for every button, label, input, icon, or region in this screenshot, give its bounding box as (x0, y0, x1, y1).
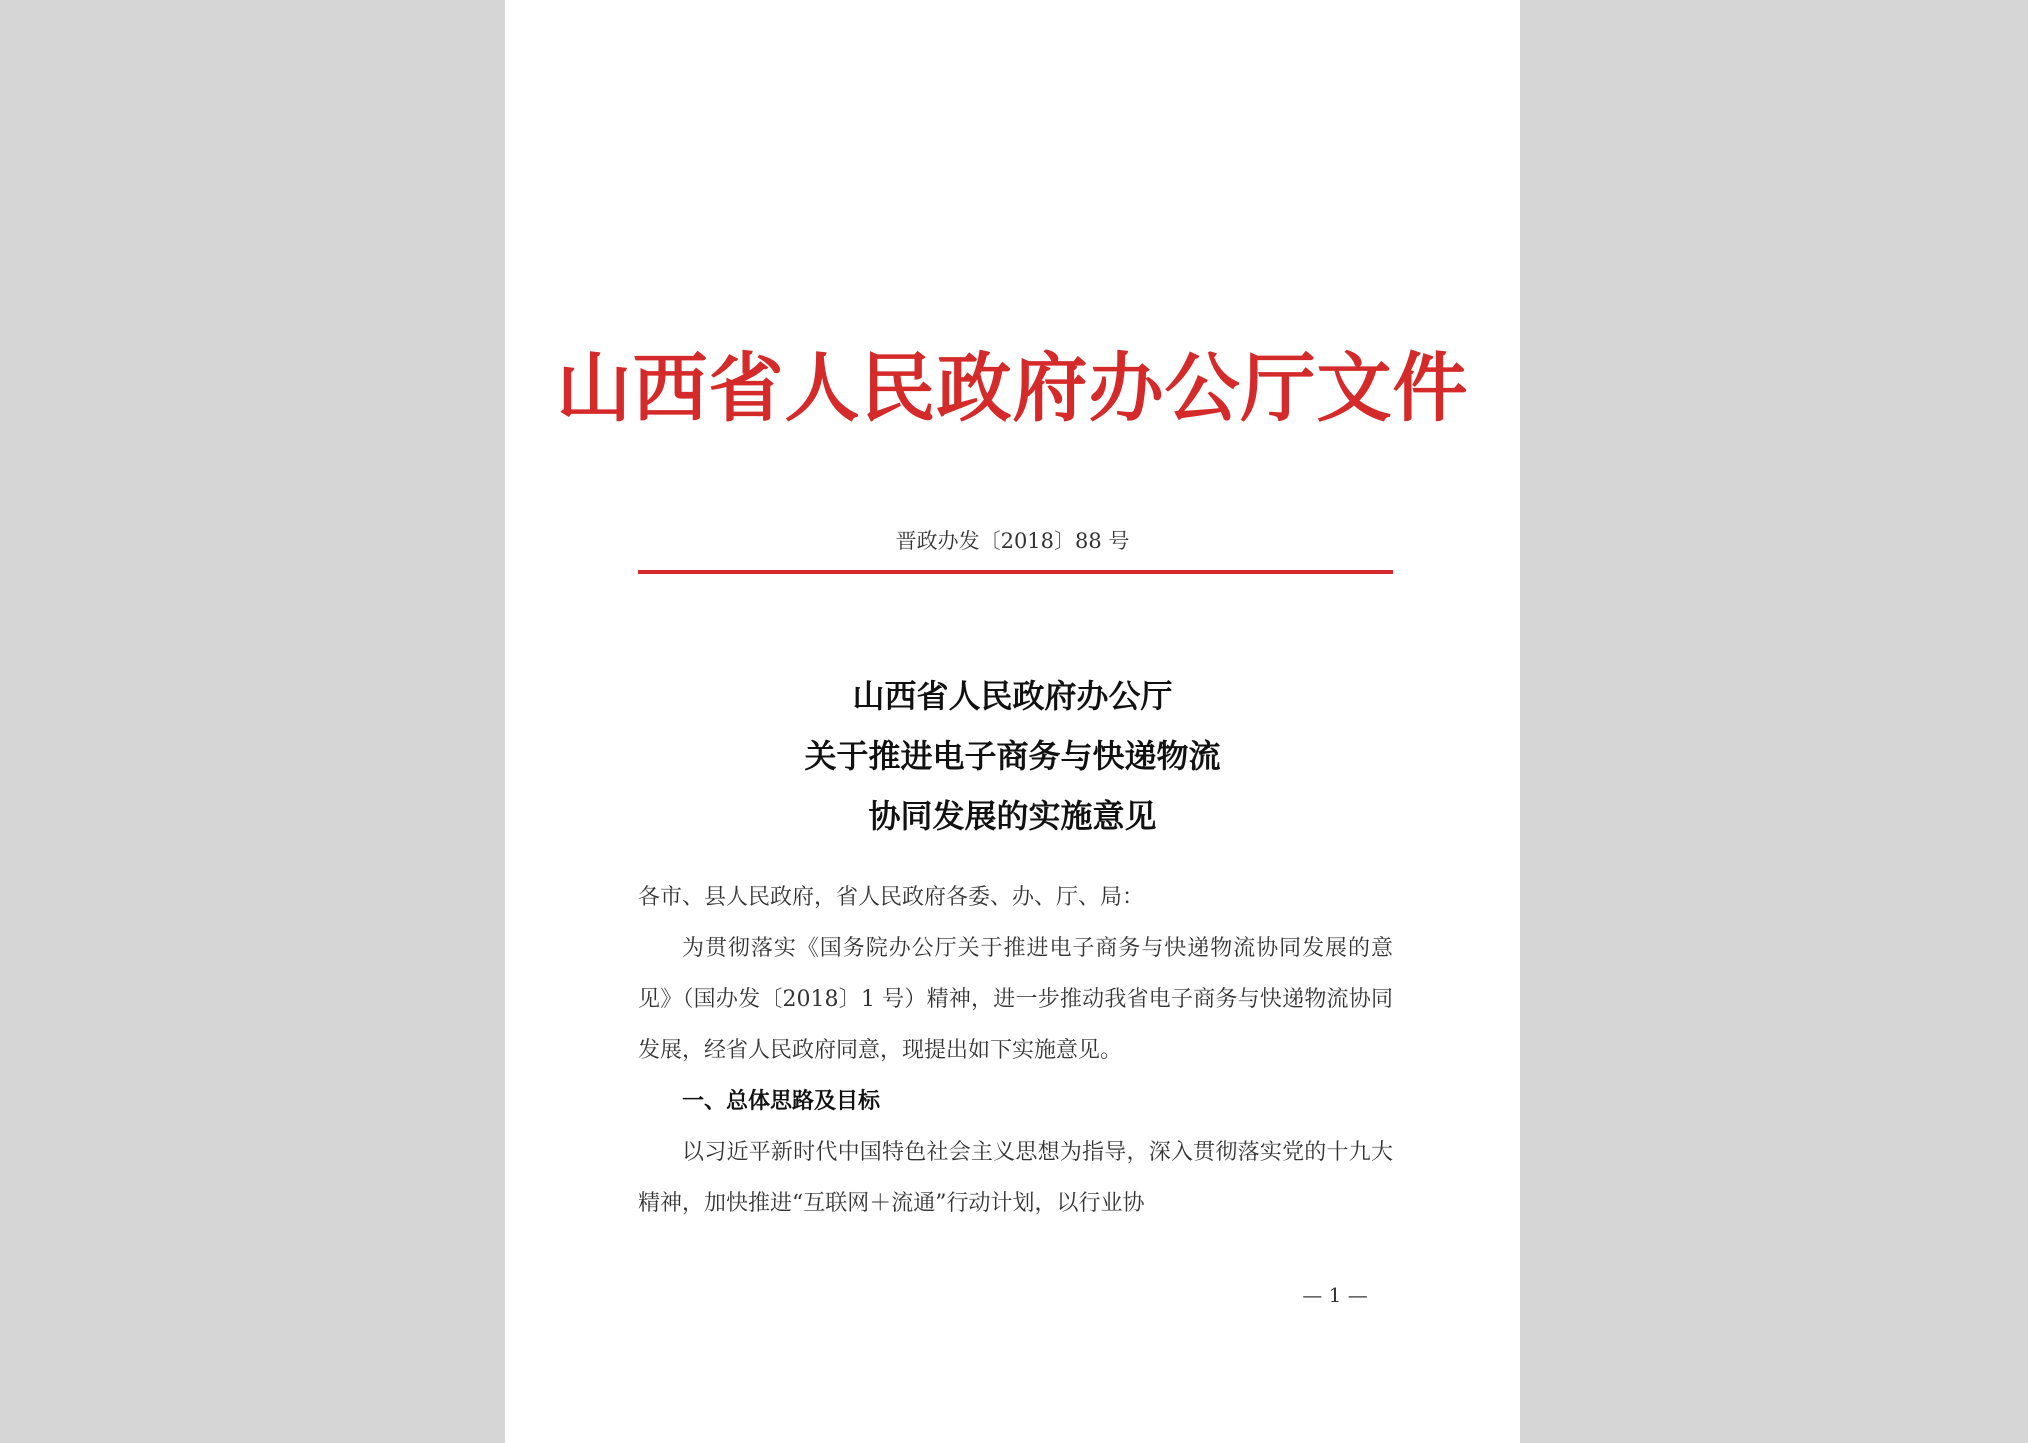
body-paragraph: 以习近平新时代中国特色社会主义思想为指导，深入贯彻落实党的十九大精神，加快推进“互联网＋流通”行动计划，以行业协 (638, 1140, 1393, 1216)
document-title (505, 666, 1520, 846)
red-divider-line (638, 570, 1393, 574)
title-line: 关于推进电子商务与快递物流 (804, 737, 1221, 775)
page-number: — 1 — (1302, 1283, 1368, 1307)
document-body (638, 872, 1393, 1229)
masthead-title: 山西省人民政府办公厅文件 (556, 344, 1469, 432)
title-line: 山西省人民政府办公厅 (852, 677, 1173, 715)
document-number: 晋政办发〔2018〕88 号 (895, 529, 1130, 553)
title-line: 协同发展的实施意见 (868, 797, 1157, 835)
salutation: 各市、县人民政府，省人民政府各委、办、厅、局： (638, 885, 1145, 910)
section-heading: 一、总体思路及目标 (682, 1089, 881, 1114)
document-page (505, 0, 1520, 1443)
body-paragraph: 为贯彻落实《国务院办公厅关于推进电子商务与快递物流协同发展的意见》（国办发〔2018〕1 号）精神，进一步推动我省电子商务与快递物流协同发展，经省人民政府同意，现提出如下实施意见。 (638, 936, 1393, 1063)
